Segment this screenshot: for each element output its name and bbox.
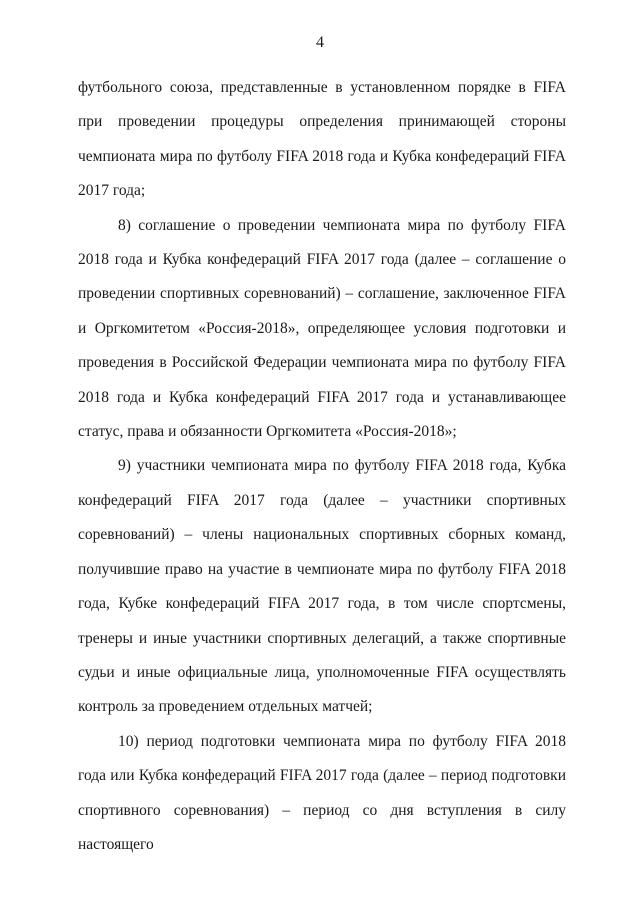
paragraph-item-8: 8) соглашение о проведении чемпионата мира по футболу FIFA 2018 года и Кубка конфедераций FIFA 2017 года (далее – соглашение о проведении спортивных соревнований) – соглашение, заключенное FIFA и Оргкомитетом «Россия-2018», определяющее условия подготовки и проведения в Российской Федерации чемпионата мира по футболу FIFA 2018 года и Кубка конфедераций FIFA 2017 года и устанавливающее статус, права и обязанности Оргкомитета «Россия-2018»; — [78, 216, 566, 441]
page-number: 4 — [316, 34, 324, 51]
paragraph-continuation: футбольного союза, представленные в установленном порядке в FIFA при проведении процедуры определения принимающей стороны чемпионата мира по футболу FIFA 2018 года и Кубка конфедераций FIFA 2017 года; — [78, 79, 566, 200]
paragraph-item-9: 9) участники чемпионата мира по футболу FIFA 2018 года, Кубка конфедераций FIFA 2017 года (далее – участники спортивных соревнований) – члены национальных спортивных сборных команд, получившие право на участие в чемпионате мира по футболу FIFA 2018 года, Кубке конфедераций FIFA 2017 года, в том числе спортсмены, тренеры и иные участники спортивных делегаций, а также спортивные судьи и иные официальные лица, уполномоченные FIFA осуществлять контроль за проведением отдельных матчей; — [78, 457, 566, 716]
paragraph-item-10: 10) период подготовки чемпионата мира по футболу FIFA 2018 года или Кубка конфедераций FIFA 2017 года (далее – период подготовки спортивного соревнования) – период со дня вступления в силу настоящего — [78, 732, 566, 853]
document-body — [78, 71, 566, 862]
